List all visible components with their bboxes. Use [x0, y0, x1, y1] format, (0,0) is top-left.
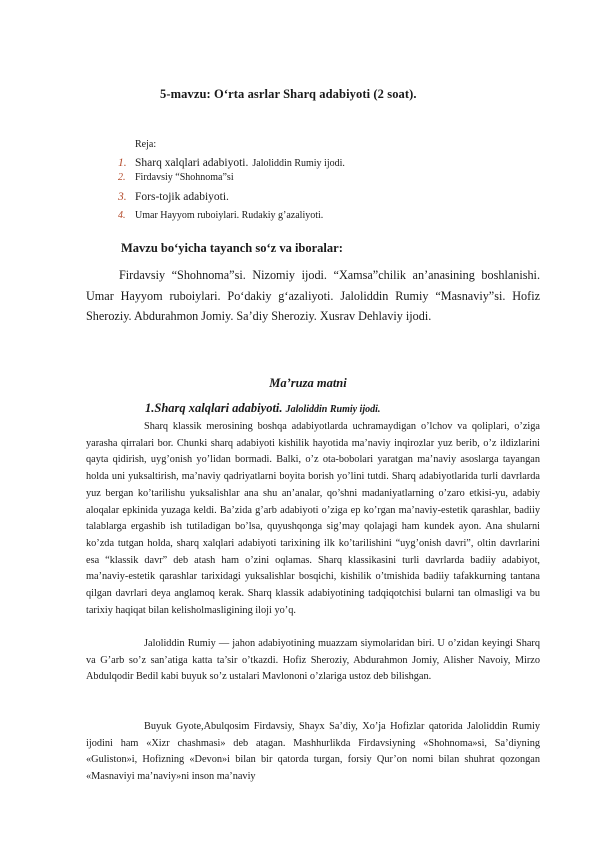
plan-item	[118, 172, 345, 191]
keywords-heading: Mavzu bo‘yicha tayanch so‘z va iboralar:	[121, 241, 343, 255]
plan-item-text: Firdavsiy “Shohnoma”si	[135, 172, 234, 183]
body-paragraph: Sharq klassik merosining boshqa adabiyotlarda uchramaydigan o’lchov va qoliplari, o’ziga yarasha qirralari bor. Chunki sharq adabiyoti kishilik hayotida ma’naviy inqirozlar yuz berib, o’z ildizlarini qayta qidirish, uyg’onish yo’lidan bormadi. Balki, o’z ota-bobolari yaratgan ma’naviy asoslarga tayangan holda uni yuksaltirish, ma’naviy qadriyatlarni boyita borish yo’lini tutdi. Sharq adabiyotlarida turli davrlarda yuz bergan ko’tarilishu yuksalishlar ana shu an’analar, qo’shni madaniyatlarning o’zaro etkisi-yu, adabiy aloqalar epkinida yuzaga keldi. Ba’zida g’arb adabiyoti o’ziga ep ko’rgan ma’naviy-estetik qarashlar, badiiy talablarga ergashib ish tutiladigan bo’lsa, quyushqonga sig’may qolajagi ham kundek ayon. Ana shularni ko’zda tutgan holda, sharq xalqlari adabiyoti tarixining ilk ko’tarilishini “uyg’onish davri”, oltin davrlarini esa “klassik davr” deb atash ham o’zini oqlamas. Sharq klassikasini turli davrlarda badiiy adabiyot, ma’naviy-estetik qarashlar tarixidagi yuksalishlar bosqichi, kishilik o’tmishida badiiy tafakkurning tantana qilgan davrlari deya anglamoq kerak. Sharq klassik adabiyotining tadqiqotchisi bularni tan olmasligi va bu tarixiy haqiqat bilan kelisholmasligining iloji yo’q.	[86, 421, 540, 616]
page-title: 5-mavzu: O‘rta asrlar Sharq adabiyoti (2 soat).	[160, 87, 417, 101]
plan-item	[118, 210, 345, 229]
plan-item-text: Umar Hayyom ruboiylari. Rudakiy g’azaliyoti.	[135, 210, 324, 221]
plan-item-number: 4.	[118, 210, 126, 221]
plan-item	[118, 191, 345, 210]
plan-label: Reja:	[135, 139, 157, 150]
lecture-title: Ma’ruza matni	[269, 376, 347, 390]
plan-list	[118, 153, 345, 229]
keywords-text: Firdavsiy “Shohnoma”si. Nizomiy ijodi. “Xamsa”chilik an’anasining boshlanishi. Umar Hayyom ruboiylari. Po‘dakiy g‘azaliyoti. Jaloliddin Rumiy “Masnaviy”si. Hofiz Sheroziy. Abdurahmon Jomiy. Sa’diy Sheroziy. Xusrav Dehlaviy ijodi.	[86, 268, 540, 324]
body-paragraph: Buyuk Gyote,Abulqosim Firdavsiy, Shayx Sa’diy, Xo’ja Hofizlar qatorida Jaloliddin Rumiy ijodini ham «Xizr chashmasi» deb atagan. Mashhurlikda Firdavsiyning «Shohnoma»si, Sa’diyning «Guliston»i, Hofizning «Devon»i bilan bir qatorda turgan, forsiy Qur’on nomi bilan shuhrat qozongan «Masnaviyi ma’naviy»ni inson ma’naviy	[86, 721, 540, 783]
section-title: 1.Sharq xalqlari adabiyoti.	[145, 401, 283, 415]
plan-item-text: Sharq xalqlari adabiyoti.	[135, 157, 249, 169]
body-paragraph: Jaloliddin Rumiy — jahon adabiyotining muazzam siymolaridan biri. U o’zidan keyingi Sharq va G’arb so’z san’atiga katta ta’sir o’tkazdi. Hofiz Sheroziy, Abdurahmon Jomiy, Alisher Navoiy, Mirzo Abdulqodir Bedil kabi buyuk so’z ustalari Mavlononi o’zlariga ustoz deb bilishgan.	[86, 638, 540, 683]
plan-item-text: Fors-tojik adabiyoti.	[135, 191, 229, 203]
plan-item-number: 2.	[118, 172, 126, 183]
plan-item	[118, 153, 345, 172]
section-heading	[145, 401, 380, 416]
plan-item-number: 1.	[118, 157, 127, 169]
section-subtitle: Jaloliddin Rumiy ijodi.	[285, 404, 381, 415]
plan-item-number: 3.	[118, 191, 127, 203]
plan-item-subtext: Jaloliddin Rumiy ijodi.	[252, 158, 345, 169]
